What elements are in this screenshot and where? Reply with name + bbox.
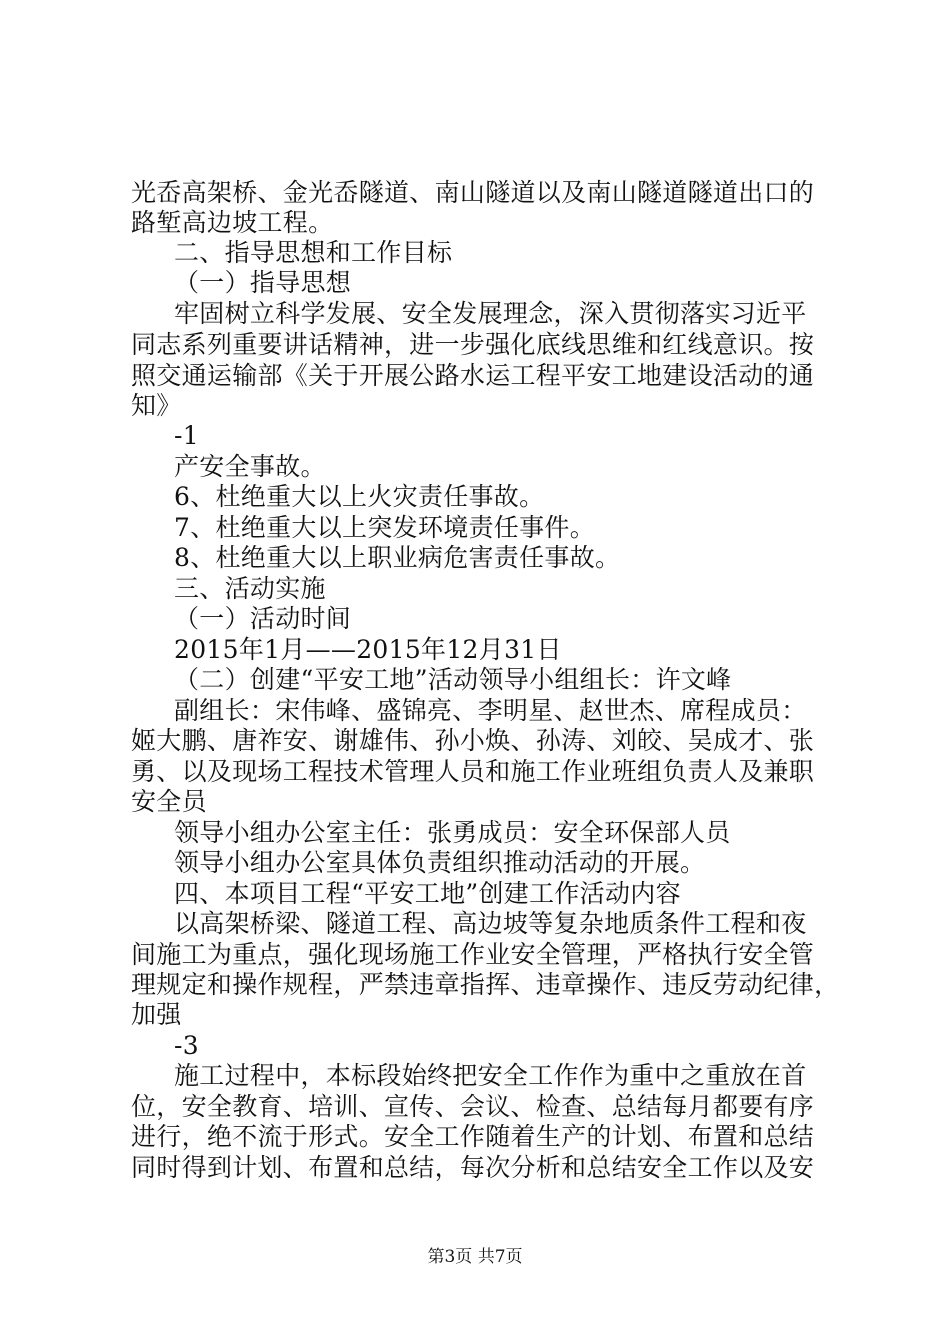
- body-line: 牢固树立科学发展、安全发展理念，深入贯彻落实习近平: [174, 299, 807, 328]
- body-line: 同志系列重要讲话精神，进一步强化底线思维和红线意识。按: [131, 330, 815, 359]
- body-line: 安全员: [131, 787, 207, 816]
- subsection-heading: （二）创建“平安工地”活动领导小组组长：许文峰: [174, 665, 732, 694]
- list-item: 7、杜绝重大以上突发环境责任事件。: [174, 513, 596, 542]
- body-line: 理规定和操作规程，严禁违章指挥、违章操作、违反劳动纪律，: [131, 970, 840, 999]
- list-item: 6、杜绝重大以上火灾责任事故。: [174, 482, 545, 511]
- body-line: 间施工为重点，强化现场施工作业安全管理，严格执行安全管: [131, 940, 815, 969]
- page-marker: -3: [174, 1031, 199, 1060]
- section-heading: 三、活动实施: [174, 574, 326, 603]
- body-line: 知》: [131, 391, 182, 420]
- subsection-heading: （一）指导思想: [174, 268, 352, 297]
- body-line: 姬大鹏、唐祚安、谢雄伟、孙小焕、孙涛、刘皎、吴成才、张: [131, 726, 815, 755]
- subsection-heading: （一）活动时间: [174, 604, 352, 633]
- list-item: 8、杜绝重大以上职业病危害责任事故。: [174, 543, 621, 572]
- body-line: 勇、以及现场工程技术管理人员和施工作业班组负责人及兼职: [131, 757, 815, 786]
- body-line: 位，安全教育、培训、宣传、会议、检查、总结每月都要有序: [131, 1092, 815, 1121]
- page-marker: -1: [174, 421, 199, 450]
- section-heading: 二、指导思想和工作目标: [174, 238, 453, 267]
- body-line: 进行，绝不流于形式。安全工作随着生产的计划、布置和总结: [131, 1122, 815, 1151]
- body-line: 产安全事故。: [174, 452, 326, 481]
- body-line: 2015年1月——2015年12月31日: [174, 635, 562, 664]
- body-line: 施工过程中，本标段始终把安全工作作为重中之重放在首: [174, 1061, 807, 1090]
- section-heading: 四、本项目工程“平安工地”创建工作活动内容: [174, 879, 681, 908]
- body-line: 光岙高架桥、金光岙隧道、南山隧道以及南山隧道隧道出口的: [131, 178, 815, 207]
- body-line: 同时得到计划、布置和总结，每次分析和总结安全工作以及安: [131, 1153, 815, 1182]
- body-line: 副组长：宋伟峰、盛锦亮、李明星、赵世杰、席程成员：: [174, 696, 807, 725]
- page-footer: 第3页 共7页: [427, 1247, 523, 1267]
- body-line: 路堑高边坡工程。: [131, 208, 334, 237]
- body-line: 以高架桥梁、隧道工程、高边坡等复杂地质条件工程和夜: [174, 909, 807, 938]
- body-line: 领导小组办公室具体负责组织推动活动的开展。: [174, 848, 706, 877]
- body-line: 照交通运输部《关于开展公路水运工程平安工地建设活动的通: [131, 361, 815, 390]
- body-line: 领导小组办公室主任：张勇成员：安全环保部人员: [174, 818, 731, 847]
- body-line: 加强: [131, 1000, 182, 1029]
